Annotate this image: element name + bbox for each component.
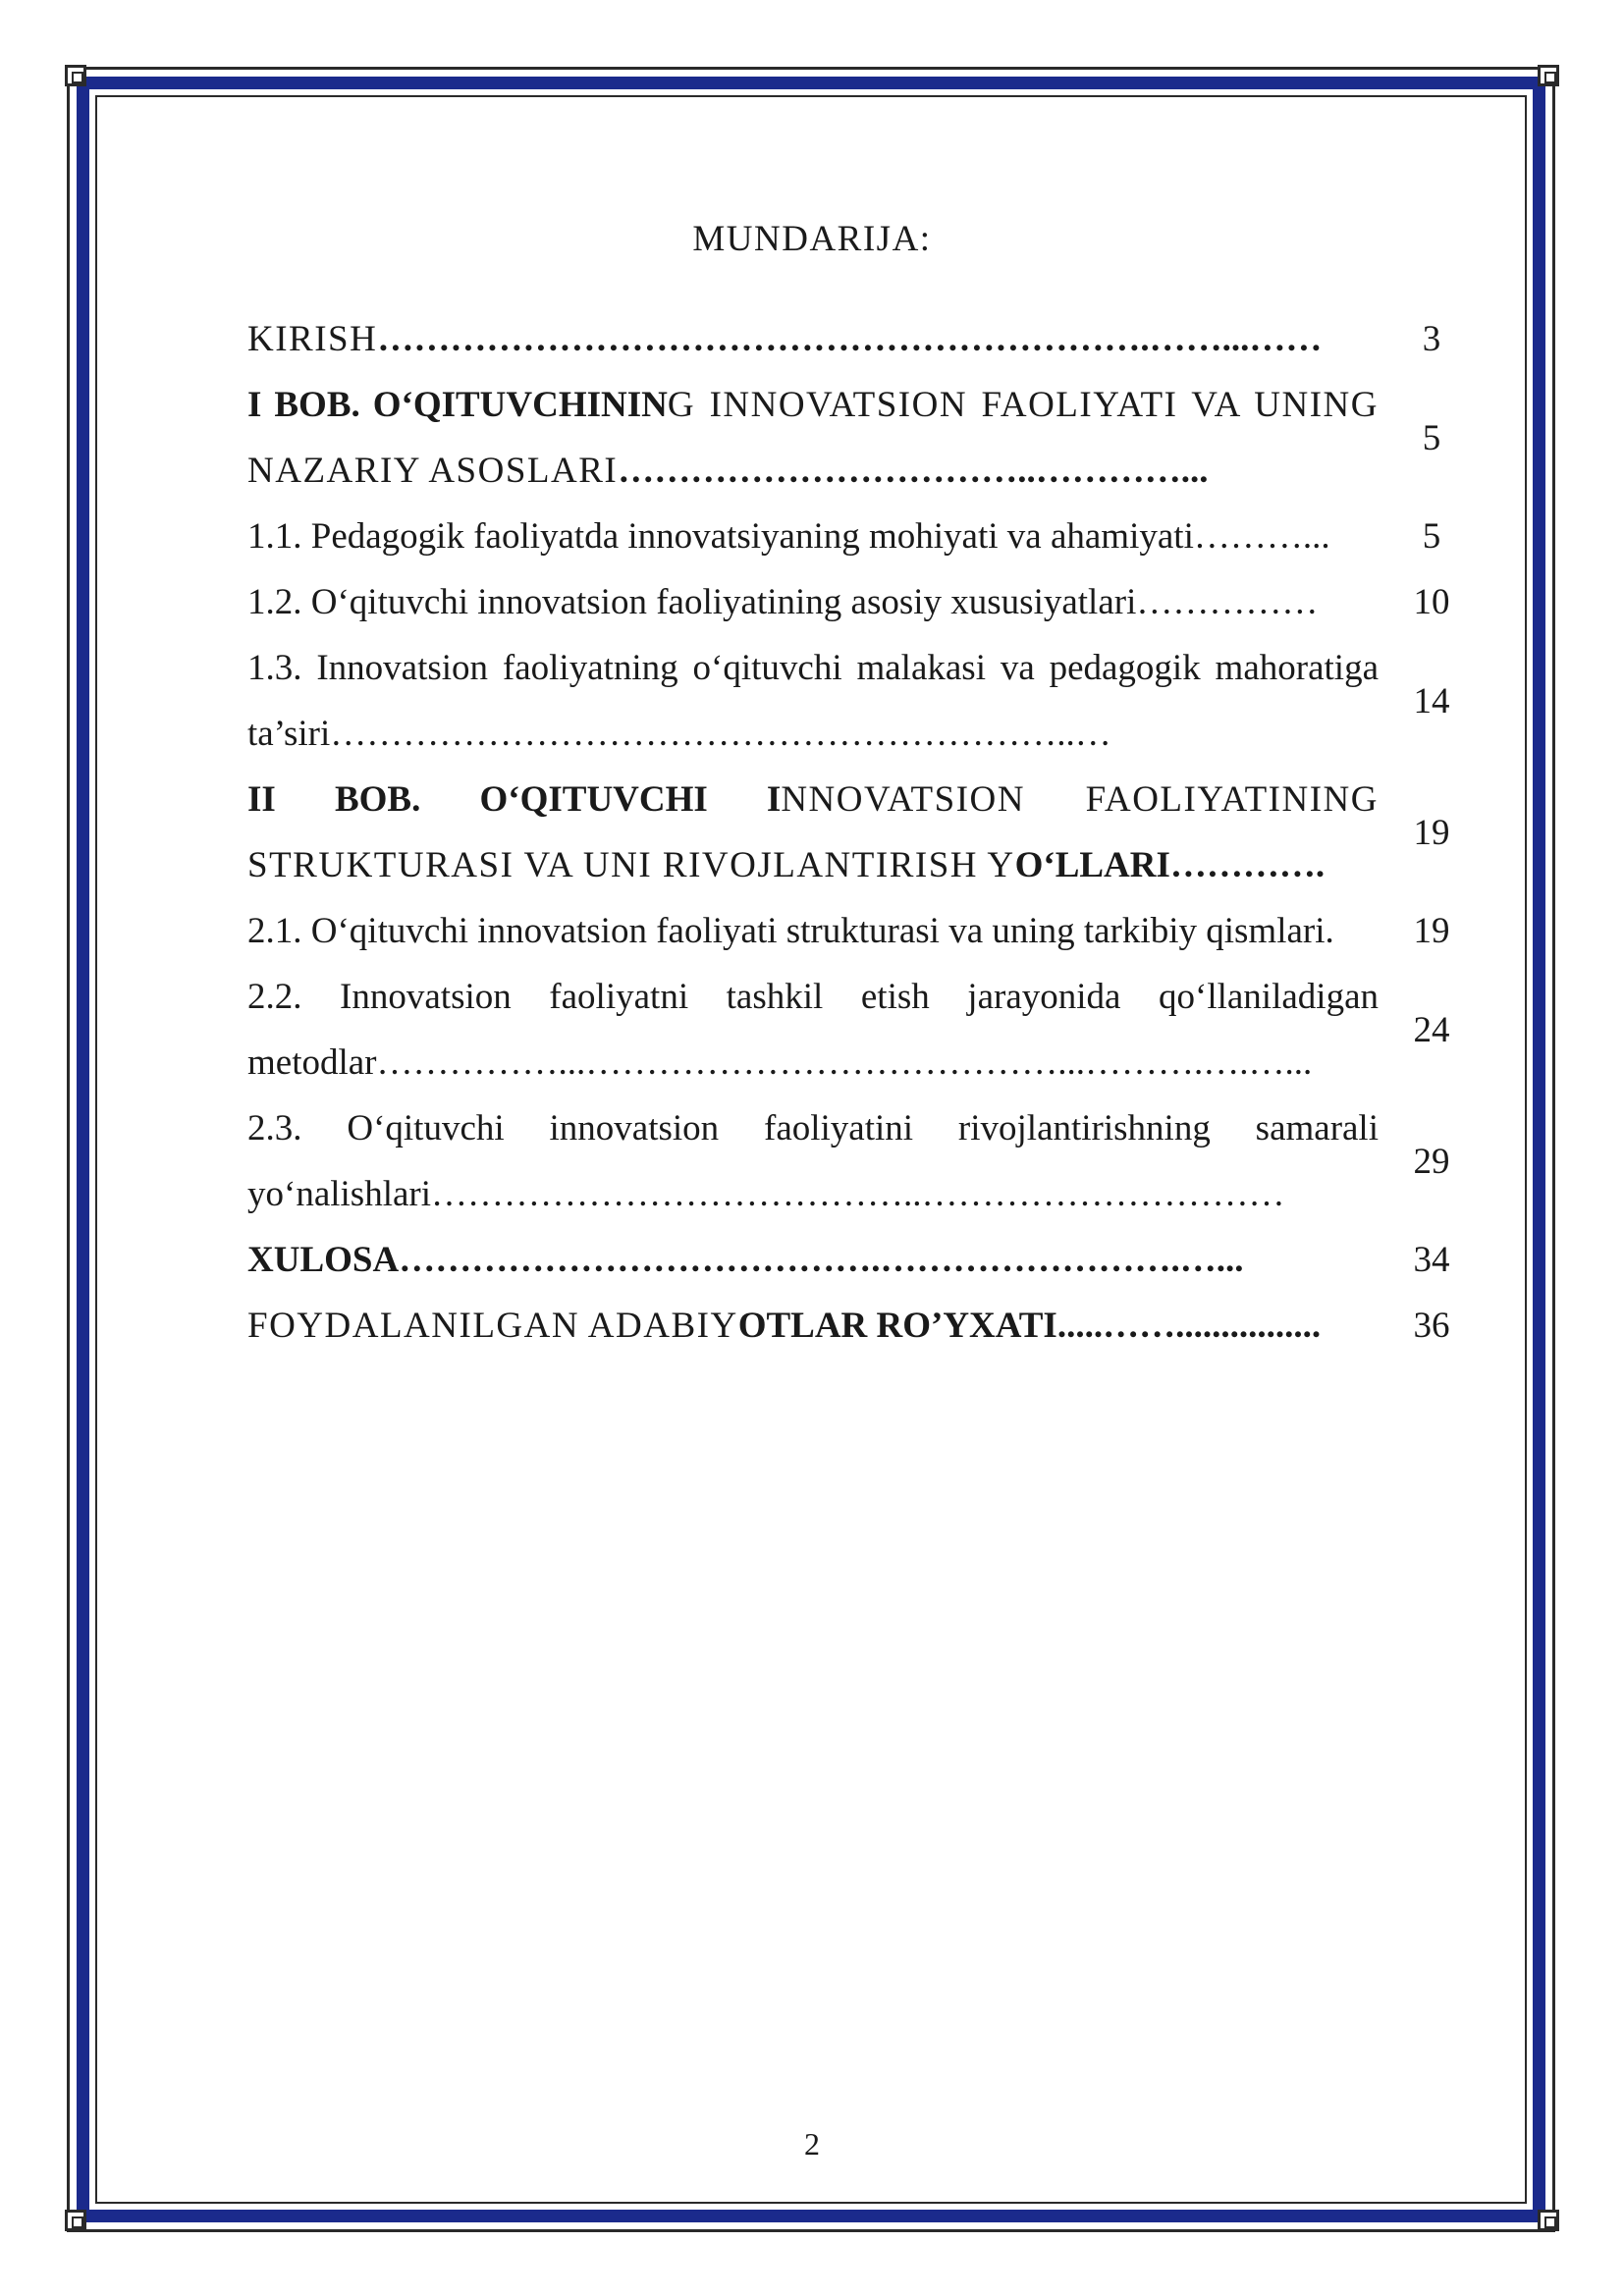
toc-entry-heading: KIRISH [247, 319, 378, 359]
toc-entry-leader: ……………………………..…………... [618, 451, 1209, 491]
toc-entry-page: 5 [1422, 516, 1441, 557]
toc-entry-heading: FOYDALANILGAN ADABIY [247, 1306, 738, 1346]
toc-entry-text: 1.3. Innovatsion faoliyatning o‘qituvchi malakasi va pedagogik mahoratiga ta’siri……………………………………………………..… [247, 648, 1379, 754]
toc-entry-page: 36 [1413, 1306, 1450, 1346]
toc-entry-page: 29 [1413, 1141, 1450, 1182]
toc-entry-page: 3 [1422, 319, 1441, 359]
page-number: 2 [804, 2126, 820, 2162]
corner-ornament-bottom-left [65, 2210, 86, 2231]
toc-entry-chapter-1[interactable] [247, 372, 1485, 504]
toc-entry-text: 1.1. Pedagogik faoliyatda innovatsiyaning mohiyati va ahamiyati………... [247, 516, 1330, 557]
page-title: MUNDARIJA: [692, 219, 932, 259]
toc-entry-page: 24 [1413, 1009, 1450, 1050]
toc-entry-page: 19 [1413, 812, 1450, 853]
toc-entry-page: 19 [1413, 911, 1450, 951]
toc-entry-page: 5 [1422, 417, 1441, 458]
toc-entry-kirish[interactable] [247, 306, 1485, 372]
toc-entry-text [247, 372, 1379, 504]
toc-entry-2-1[interactable] [247, 898, 1485, 964]
toc-entry-text: XULOSA………………………………….…………………….…... [247, 1240, 1244, 1280]
toc-entry-heading-bold: II BOB. O‘QITUVCHI I [247, 779, 782, 820]
toc-entry-2-3[interactable] [247, 1095, 1485, 1227]
corner-ornament-top-left [65, 65, 86, 86]
corner-ornament-top-right [1538, 65, 1559, 86]
toc-entry-chapter-2[interactable] [247, 767, 1485, 898]
toc-entry-leader: ……………………………………………………….……...…… [377, 319, 1323, 359]
toc-entry-2-2[interactable] [247, 964, 1485, 1095]
toc-entry-heading-bold-end: O‘LLARI…………. [1014, 845, 1326, 885]
toc-entry-page: 10 [1413, 582, 1450, 622]
table-of-contents [247, 306, 1485, 1359]
toc-entry-page: 14 [1413, 680, 1450, 721]
toc-entry-text: 2.2. Innovatsion faoliyatni tashkil etish jarayonida qo‘llaniladigan metodlar……………...…………………………………...……….….…... [247, 977, 1379, 1083]
toc-entry-heading: G INNOVATSION FAOLIYATI VA UNING NAZARIY ASOSLARI [247, 385, 1379, 491]
toc-entry-text [247, 306, 1379, 372]
toc-entry-text [247, 767, 1379, 898]
toc-entry-heading: NNOVATSION FAOLIYATINING STRUKTURASI VA UNI RIVOJLANTIRISH Y [247, 779, 1379, 885]
toc-entry-1-2[interactable] [247, 569, 1485, 635]
toc-entry-page: 34 [1413, 1240, 1450, 1280]
toc-entry-heading-bold: I BOB. O‘QITUVCHININ [247, 385, 668, 425]
toc-entry-xulosa[interactable] [247, 1227, 1485, 1293]
toc-entry-text: 2.1. O‘qituvchi innovatsion faoliyati strukturasi va uning tarkibiy qismlari. [247, 911, 1334, 951]
toc-entry-references[interactable] [247, 1293, 1485, 1359]
toc-entry-text: 1.2. O‘qituvchi innovatsion faoliyatining asosiy xususiyatlari…………… [247, 582, 1319, 622]
toc-entry-heading-bold: OTLAR RO’YXATI.....……................ [737, 1306, 1322, 1346]
toc-entry-1-3[interactable] [247, 635, 1485, 767]
toc-entry-1-1[interactable] [247, 504, 1485, 569]
corner-ornament-bottom-right [1538, 2210, 1559, 2231]
toc-entry-text [247, 1293, 1379, 1359]
toc-entry-text: 2.3. O‘qituvchi innovatsion faoliyatini rivojlantirishning samarali yo‘nalishlari…………………………………..………………………… [247, 1108, 1379, 1214]
